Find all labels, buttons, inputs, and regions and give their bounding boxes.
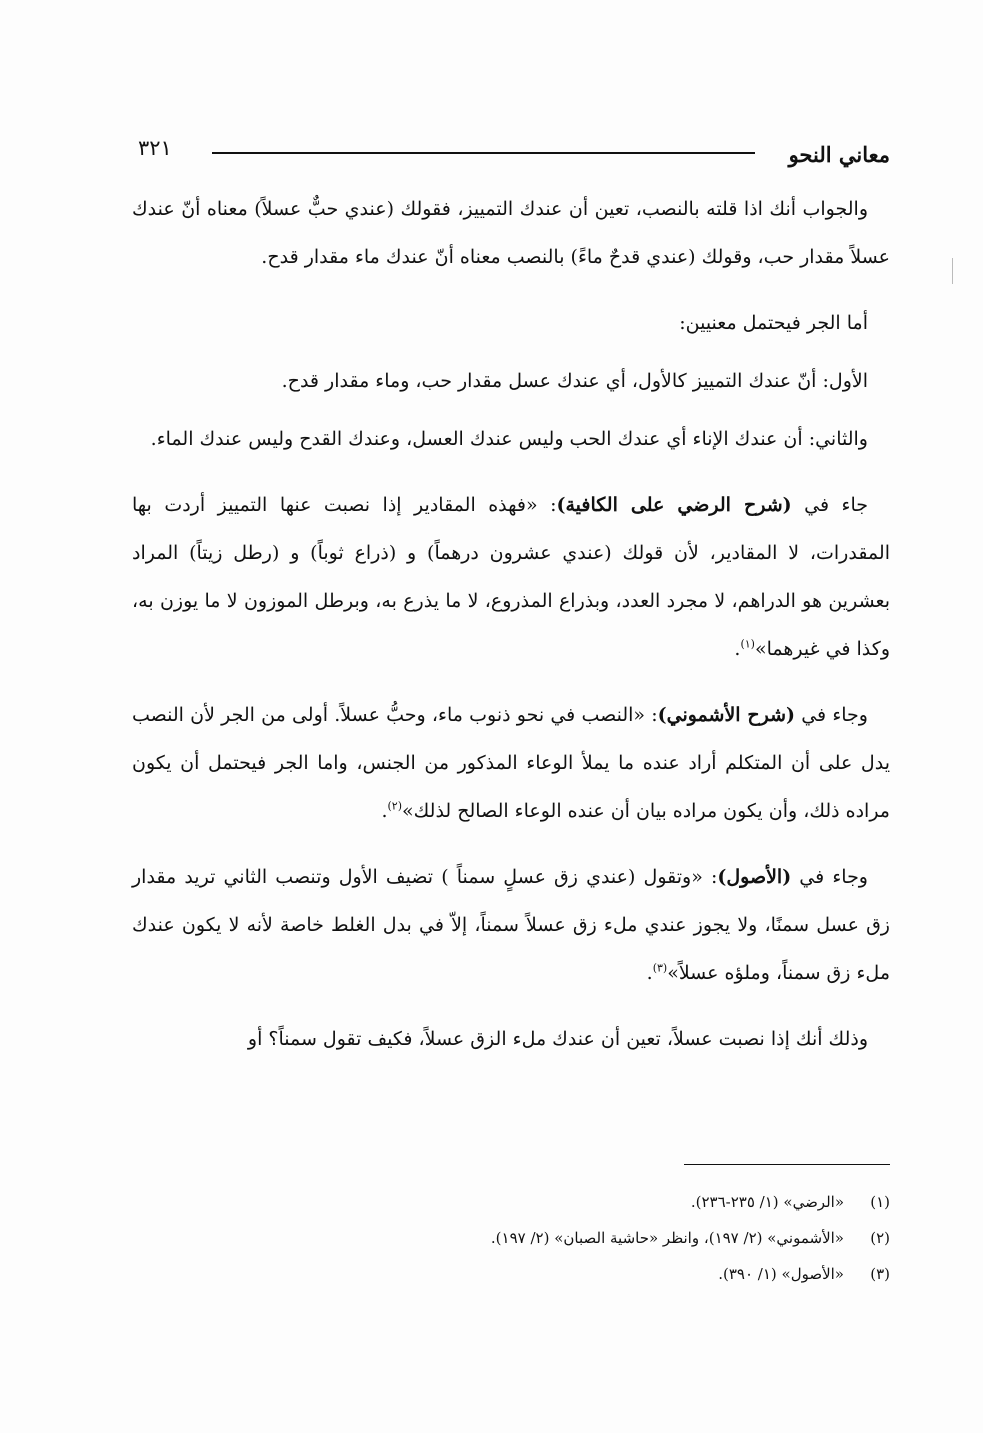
paragraph-radi-quote — [132, 481, 890, 673]
footnote-item — [132, 1256, 890, 1292]
footnote-item — [132, 1220, 890, 1256]
paragraph-explanation: وذلك أنك إذا نصبت عسلاً، تعين أن عندك ملء الزق عسلاً، فكيف تقول سمناً؟ أو — [247, 1028, 868, 1050]
margin-mark — [952, 258, 953, 284]
quote-intro: جاء في — [791, 494, 869, 516]
page-number: ٣٢١ — [138, 136, 172, 160]
source-title: (شرح الأشموني) — [657, 704, 796, 726]
footnote-text: «الرضي» (١/ ٢٣٥-٢٣٦). — [690, 1193, 844, 1211]
paragraph-usul-quote — [132, 853, 890, 997]
page-header — [132, 132, 890, 172]
footnote-ref[interactable]: (١) — [740, 637, 755, 651]
quote-end: . — [734, 638, 741, 660]
paragraph-ashmouni-quote — [132, 691, 890, 835]
quote-text: : «النصب في نحو ذنوب ماء، وحبُّ عسلاً. أولى من الجر لأن النصب يدل على أن المتكلم أراد عنده ما يملأ الوعاء المذكور من الجنس، واما الجر فيحتمل أن يكون مراده ذلك، وأن يكون مراده بيان أن عنده الوعاء الصالح لذلك» — [132, 704, 890, 822]
quote-intro: وجاء في — [795, 704, 868, 726]
quote-end: . — [646, 962, 653, 984]
paragraph-genitive: أما الجر فيحتمل معنيين: — [679, 312, 868, 334]
footnote-item — [132, 1184, 890, 1220]
paragraph-answer: والجواب أنك اذا قلته بالنصب، تعين أن عندك التمييز، فقولك (عندي حبٌّ عسلاً) معناه أنّ عندك عسلاً مقدار حب، وقولك (عندي قدحٌ ماءً) بالنصب معناه أنّ عندك ماء مقدار قدح. — [132, 198, 890, 268]
quote-text: : «وتقول (عندي زق عسلٍ سمناً ) تضيف الأول وتنصب الثاني تريد مقدار زق عسل سمنًا، ولا يجوز عندي ملء زق عسلاً سمناً، إلاّ في بدل الغلط خاصة لأنه لا يكون عندك ملء زق سمناً، وملؤه عسلاً» — [132, 866, 890, 984]
paragraph-first-meaning: الأول: أنّ عندك التمييز كالأول، أي عندك عسل مقدار حب، وماء مقدار قدح. — [281, 370, 868, 392]
quote-end: . — [381, 800, 388, 822]
footnote-text: «الأصول» (١/ ٣٩٠). — [718, 1265, 844, 1283]
footnote-number: (٢) — [870, 1229, 890, 1247]
footnote-ref[interactable]: (٣) — [652, 961, 668, 975]
footnote-ref[interactable]: (٢) — [387, 799, 403, 813]
quote-text: : «فهذه المقادير إذا نصبت عنها التمييز أردت بها المقدرات، لا المقادير، لأن قولك (عندي عشرون درهماً) و (ذراع ثوباً) و (رطل زيتاً) المراد بعشرين هو الدراهم، لا مجرد العدد، وبذراع المذروع، لا ما يذرع به، وبرطل الموزون لا ما يوزن به، وكذا في غيرهما» — [132, 494, 890, 660]
quote-intro: وجاء في — [791, 866, 868, 888]
page-body — [132, 185, 890, 1081]
footnote-rule — [684, 1164, 890, 1165]
source-title: (الأصول) — [717, 866, 792, 888]
running-title: معاني النحو — [788, 142, 890, 167]
footnote-number: (٣) — [870, 1265, 890, 1283]
footnotes — [132, 1184, 890, 1292]
footnote-text: «الأشموني» (٢/ ١٩٧)، وانظر «حاشية الصبان» (٢/ ١٩٧). — [490, 1229, 844, 1247]
paragraph-second-meaning: والثاني: أن عندك الإناء أي عندك الحب وليس عندك العسل، وعندك القدح وليس عندك الماء. — [150, 428, 868, 450]
source-title: (شرح الرضي على الكافية) — [556, 494, 792, 516]
header-rule — [212, 152, 755, 154]
footnote-number: (١) — [870, 1193, 890, 1211]
